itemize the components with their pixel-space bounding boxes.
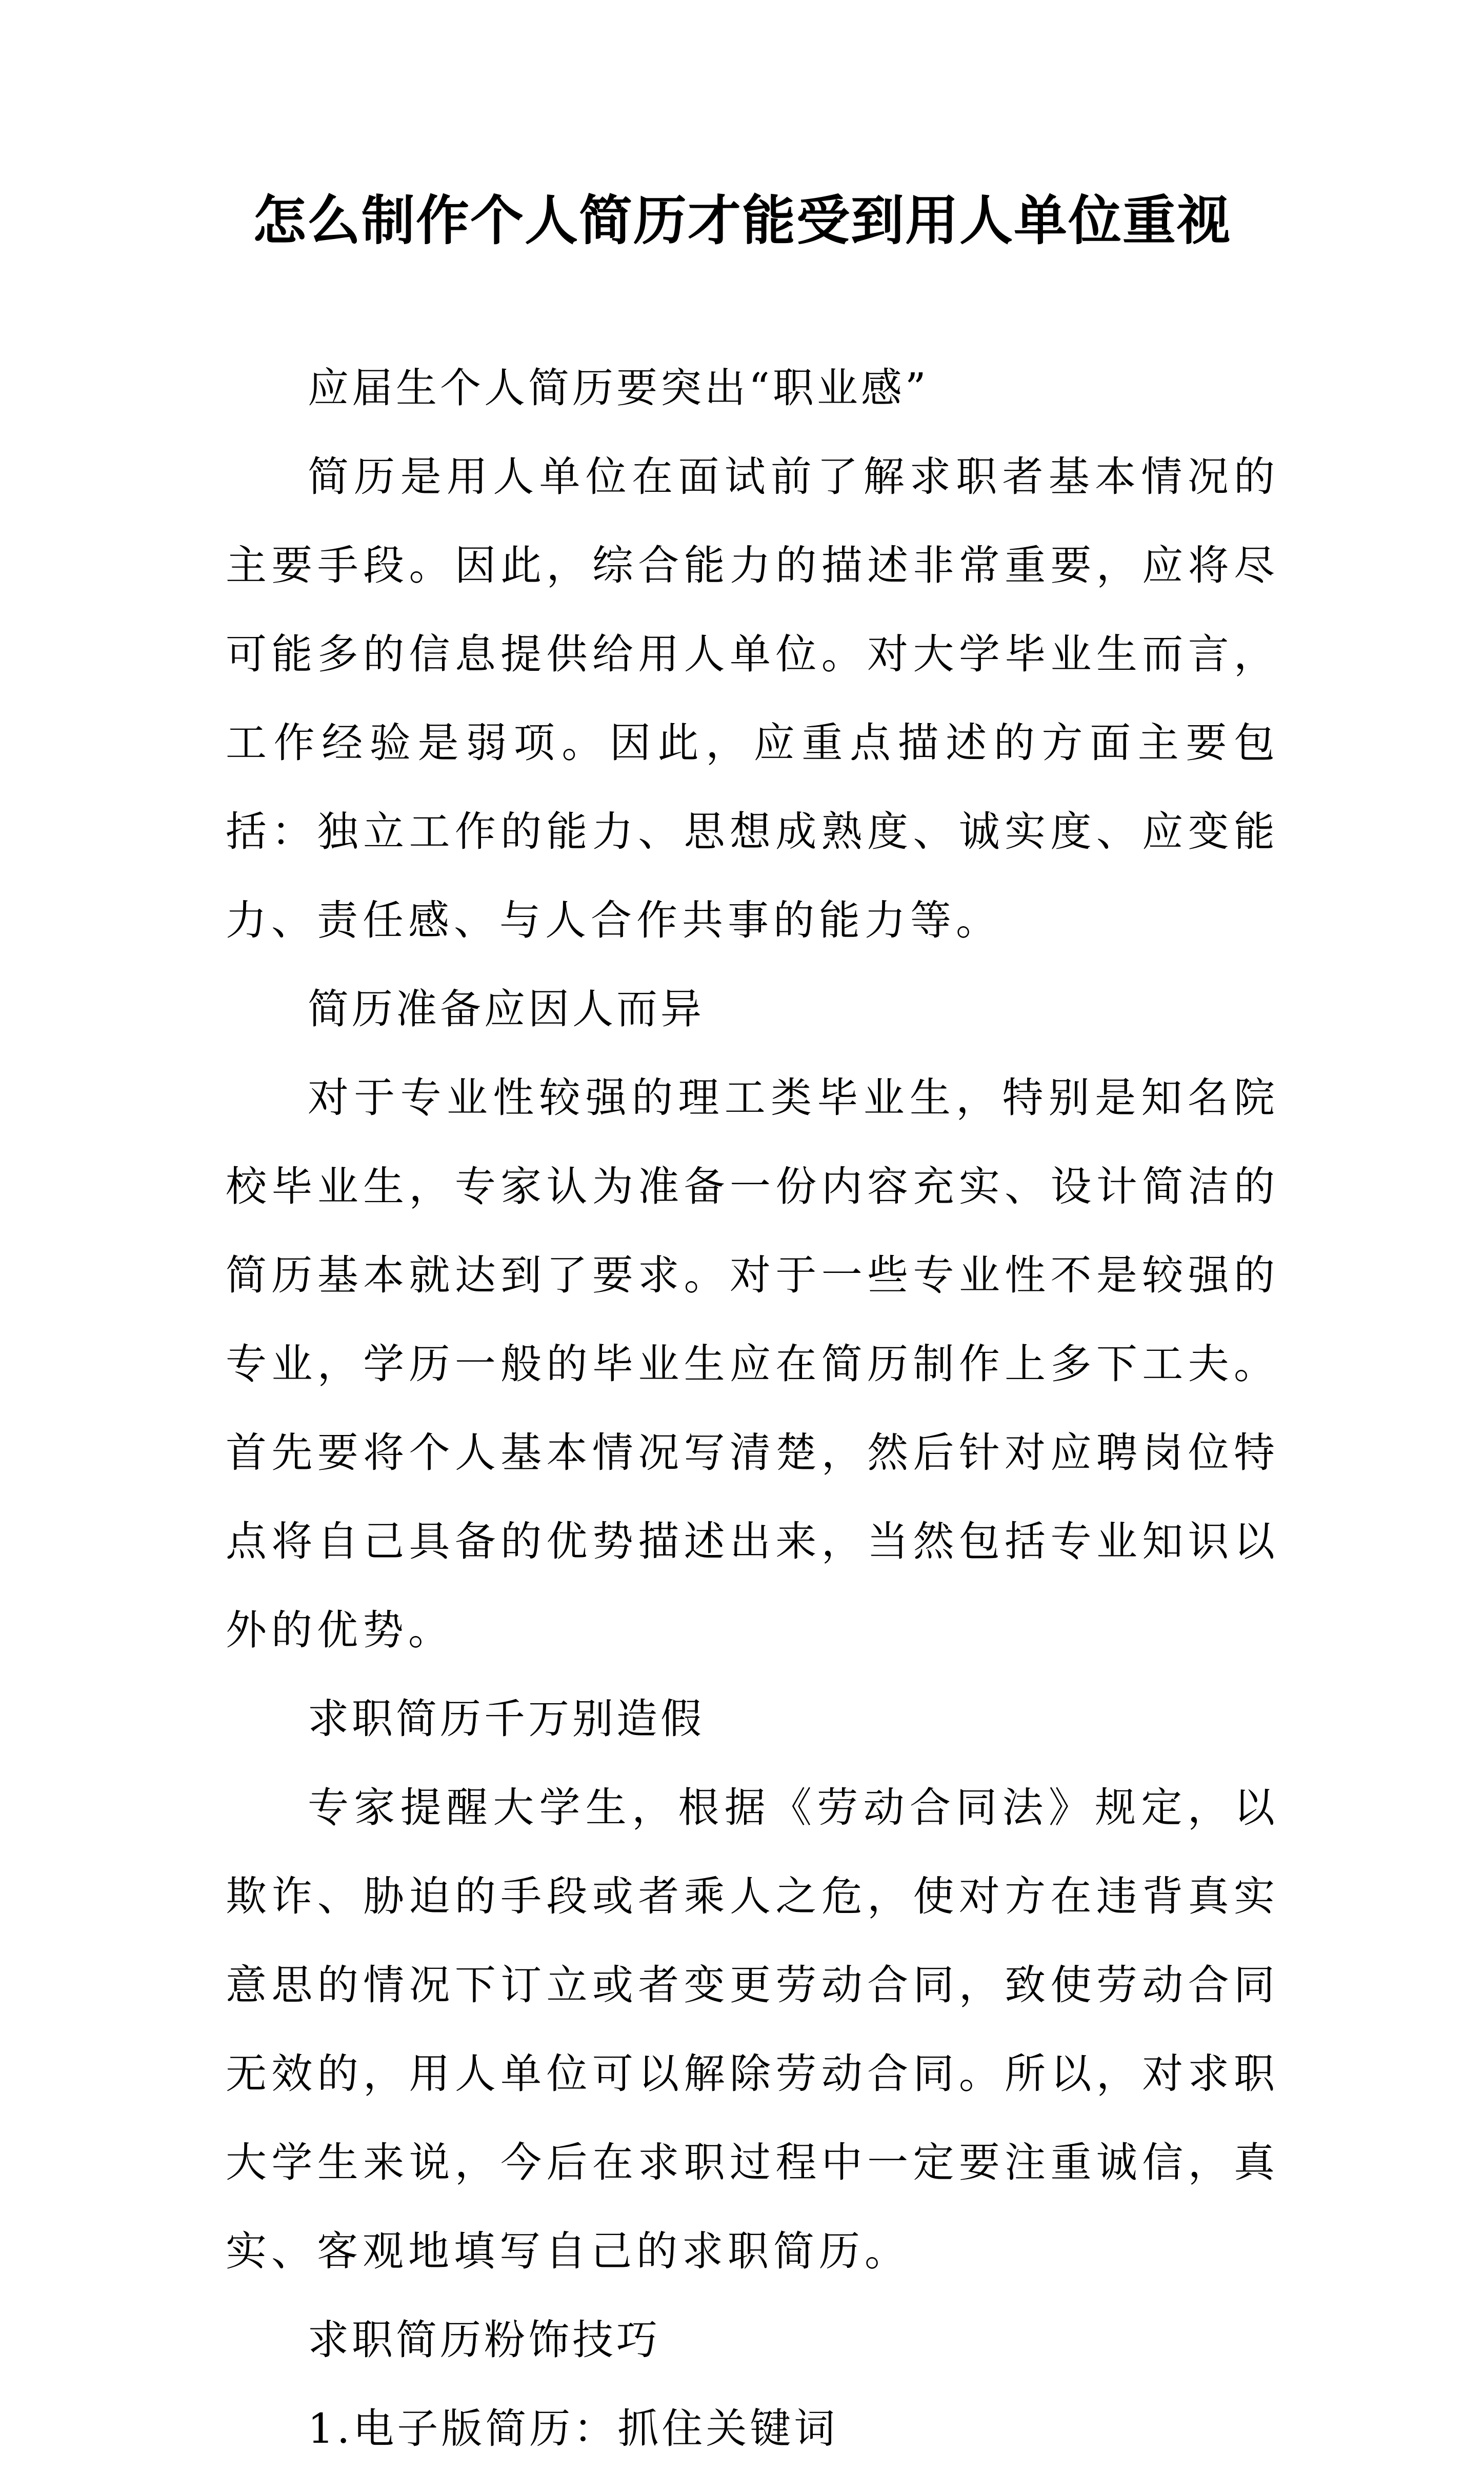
section-heading-career-sense: 应届生个人简历要突出“职业感” xyxy=(308,364,929,412)
paragraph-tailored-resume: 对于专业性较强的理工类毕业生，特别是知名院校毕业生，专家认为准备一份内容充实、设计简洁的简历基本就达到了要求。对于一些专业性不是较强的专业，学历一般的毕业生应在简历制作上多下工夫。首先要将个人基本情况写清楚，然后针对应聘岗位特点将自己具备的优势描述出来，当然包括专业知识以外的优势。 xyxy=(226,1074,1279,1654)
section-heading-resume-tips: 求职简历粉饰技巧 xyxy=(308,2316,660,2364)
section-heading-no-falsification: 求职简历千万别造假 xyxy=(308,1695,705,1743)
paragraph-resume-purpose: 简历是用人单位在面试前了解求职者基本情况的主要手段。因此，综合能力的描述非常重要，应将尽可能多的信息提供给用人单位。对大学毕业生而言，工作经验是弱项。因此，应重点描述的方面主要包括：独立工作的能力、思想成熟度、诚实度、应变能力、责任感、与人合作共事的能力等。 xyxy=(226,453,1279,944)
paragraph-no-falsification: 专家提醒大学生，根据《劳动合同法》规定，以欺诈、胁迫的手段或者乘人之危，使对方在违背真实意思的情况下订立或者变更劳动合同，致使劳动合同无效的，用人单位可以解除劳动合同。所以，对求职大学生来说，今后在求职过程中一定要注重诚信，真实、客观地填写自己的求职简历。 xyxy=(226,1784,1279,2275)
subheading-electronic-resume: 1.电子版简历：抓住关键词 xyxy=(308,2405,838,2452)
document-body xyxy=(226,344,1279,2473)
section-heading-tailored-resume: 简历准备应因人而异 xyxy=(308,985,705,1033)
document-title: 怎么制作个人简历才能受到用人单位重视 xyxy=(252,189,1231,252)
